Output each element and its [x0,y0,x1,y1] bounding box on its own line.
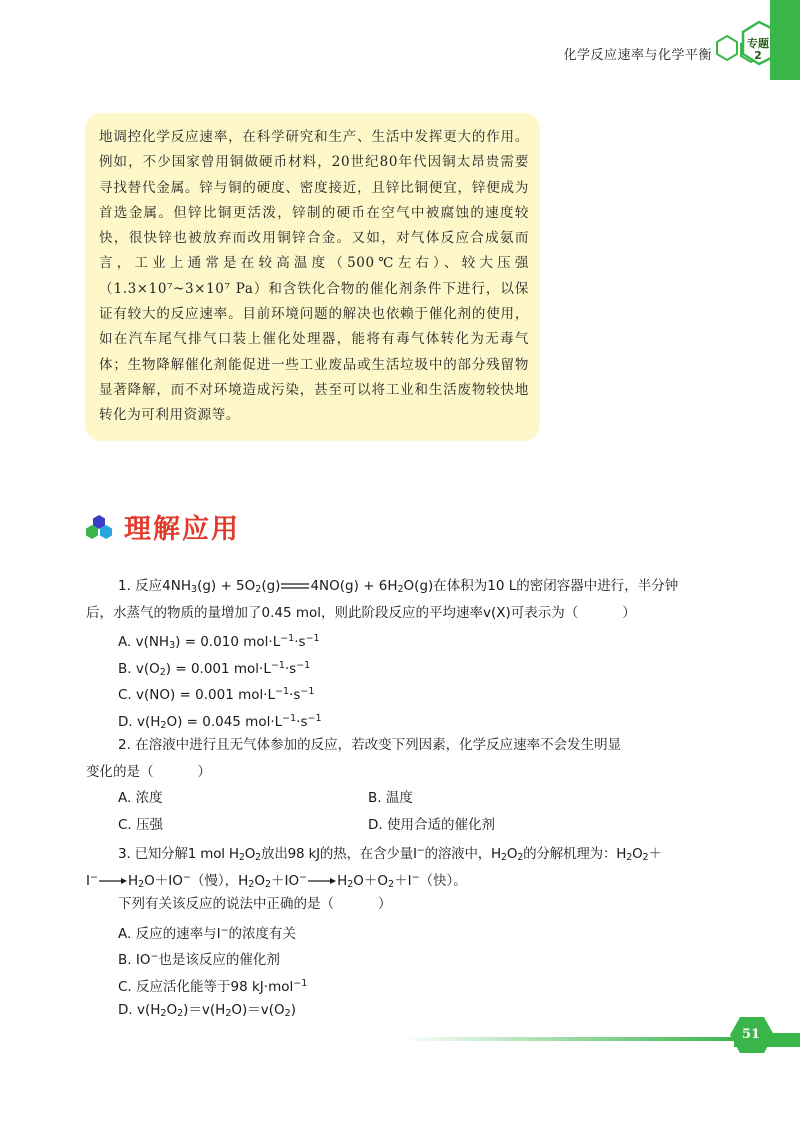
q1-stem-line2: 后，水蒸气的物质的量增加了0.45 mol，则此阶段反应的平均速率v(X)可表示为（ ） [86,604,636,621]
q2-stem-line1: 2. 在溶液中进行且无气体参加的反应，若改变下列因素，化学反应速率不会发生明显 [118,737,622,753]
q1-option-c: C. v(NO) = 0.001 $mol\cdot L^{-1}\cdot s^{-1}$ [118,686,315,703]
q2-option-a: A. 浓度 [118,790,163,806]
q3-option-b: B. IO−也是该反应的催化剂 [118,951,280,968]
q3-option-d: D. $v(H_2O_2)=v(H_2O)=v(O_2)$ [118,1002,296,1019]
questions [86,573,726,1024]
reaction-arrow-icon [98,877,128,885]
reading-paragraph: 地调控化学反应速率，在科学研究和生产、生活中发挥更大的作用。例如，不少国家曾用铜做硬币材料，20世纪80年代因铜太昂贵需要寻找替代金属。锌与铜的硬度、密度接近，且锌比铜便宜，锌便成为首选金属。但锌比铜更活泼，锌制的硬币在空气中被腐蚀的速度较快，很快锌也被放弃而改用铜锌合金。又如，对气体反应合成氨而言，工业上通常是在较高温度（500℃左右）、较大压强（1.3×10⁷~3×10⁷ Pa）和含铁化合物的催化剂条件下进行，以保证有较大的反应速率。目前环境问题的解决也依赖于催化剂的使用，如在汽车尾气排气口装上催化处理器，能将有毒气体转化为无毒气体；生物降解催化剂能促进一些工业废品或生活垃圾中的部分残留物显著降解，而不对环境造成污染，甚至可以将工业和生活废物较快地转化为可利用资源等。 [99,129,529,424]
q3-option-a: A. 反应的速率与I−的浓度有关 [118,924,297,942]
molecule-cluster-icon [84,513,114,541]
q1-option-d: D. $v(H_2O) = 0.045$ $mol\cdot L^{-1}\cdot s^{-1}$ [118,712,322,731]
q1-option-b: B. $v(O_2) = 0.001$ $mol\cdot L^{-1}\cdot s^{-1}$ [118,659,311,678]
page-number: 51 [741,1027,761,1042]
green-corner-tab [770,0,800,80]
section-title: 理解应用 [124,514,240,545]
q3-stem-line1: 3. 已知分解1 mol $H_2O_2$放出98 kJ的热，在含少量I−的溶液中，$H_2O_2$的分解机理为：$H_2O_2+$ [118,845,662,863]
q3-option-c: C. 反应活化能等于98 kJ·mol$^{-1}$ [118,977,308,995]
chapter-badge-number: 2 [754,49,762,62]
q1-stem-line1: 1. 反应$4NH_3(g) + 5O_2(g) 4NO(g) + 6H_2O(g)$在体积为10 L的密闭容器中进行，半分钟 [118,578,679,595]
q3-stem-line2: I− $H_2O+IO^-$（慢），$H_2O_2+IO^-$ $H_2O+O_2+I^-$（快）。 [86,871,467,890]
chapter-badge [743,38,773,62]
q2-option-d: D. 使用合适的催化剂 [368,816,495,833]
q2-option-b: B. 温度 [368,790,413,806]
q2-options-row1 [86,785,726,812]
running-header-title: 化学反应速率与化学平衡 [563,48,712,63]
q2-options-row2 [86,812,726,839]
chapter-badge-label: 专题 [747,37,769,50]
reading-text [99,125,529,429]
q2-option-c: C. 压强 [118,816,164,833]
q3-stem-line3: 下列有关该反应的说法中正确的是（ ） [118,896,392,912]
q1-option-a: A. $v(NH_3) = 0.010$ $mol\cdot L^{-1}\cdot s^{-1}$ [118,633,320,651]
q2-stem-line2: 变化的是（ ） [86,763,211,780]
equals-arrow-icon [280,582,310,590]
reaction-arrow-icon [307,877,337,885]
